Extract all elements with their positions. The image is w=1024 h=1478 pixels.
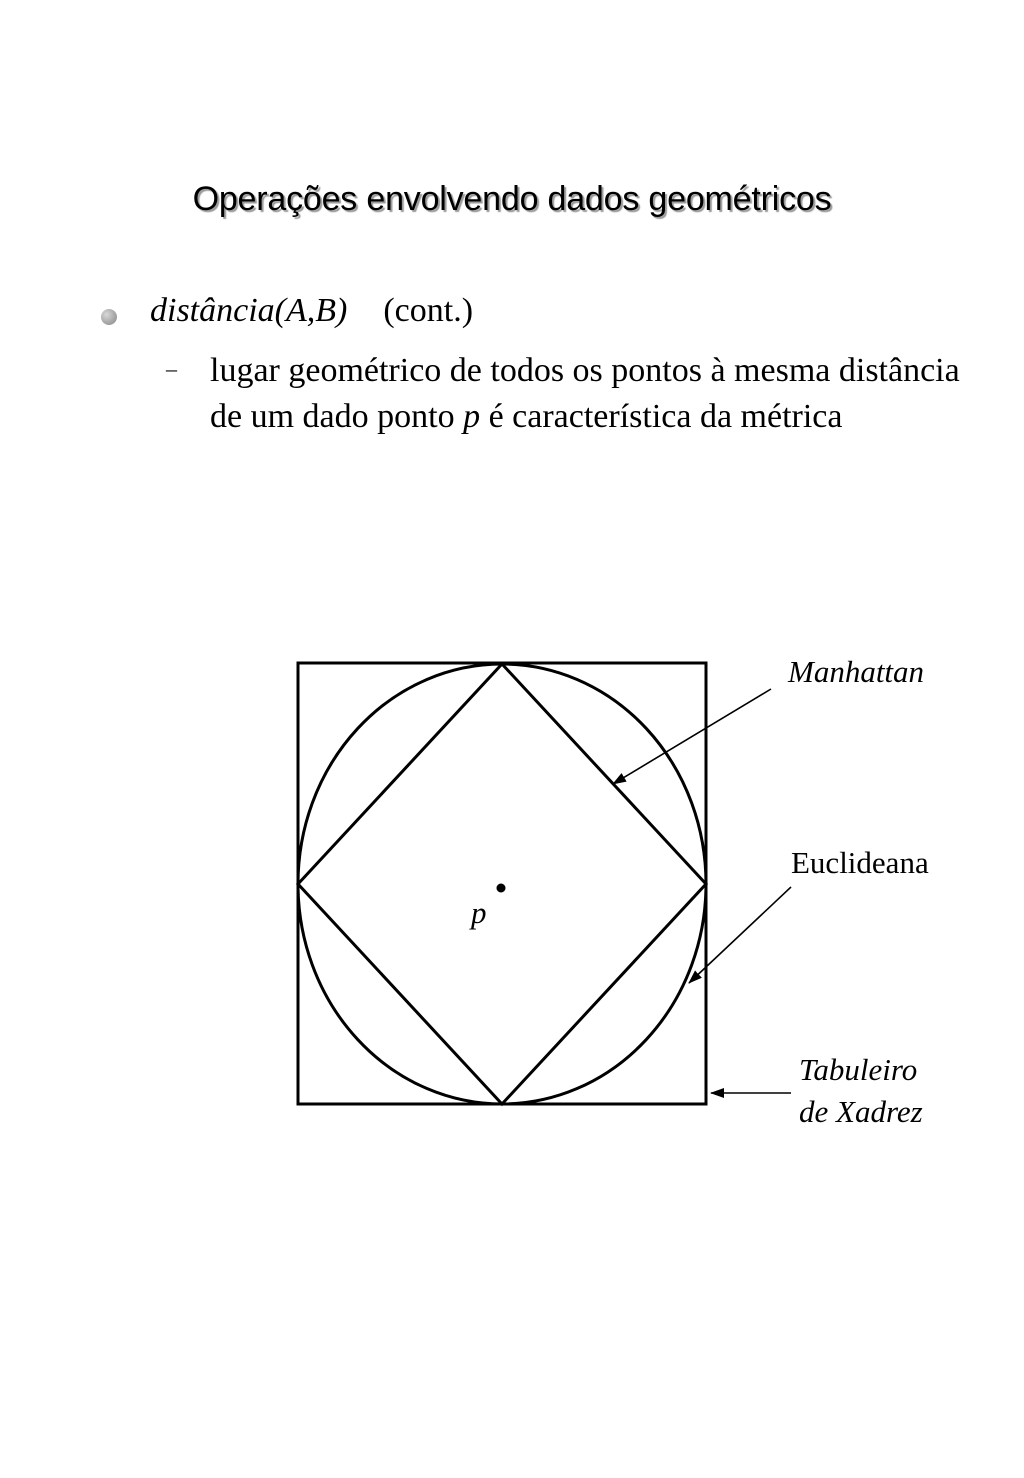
chessboard-label-line2: de Xadrez — [799, 1094, 923, 1129]
center-point-label: p — [471, 895, 487, 930]
euclidean-label: Euclideana — [791, 845, 929, 880]
manhattan-label: Manhattan — [788, 654, 925, 689]
cont-label: (cont.) — [383, 292, 474, 329]
center-point — [497, 884, 506, 893]
chessboard-square — [298, 663, 706, 1104]
sub-bullet-dash: – — [166, 356, 177, 381]
chessboard-label-line1: Tabuleiro — [799, 1052, 918, 1087]
function-label: distância(A,B) — [150, 292, 348, 329]
sub-text-after: é característica da métrica — [480, 398, 843, 435]
sub-text-variable: p — [463, 398, 481, 435]
sub-text-before: lugar geométrico de todos os pontos à mesma distância de um dado ponto — [210, 352, 960, 435]
slide-title: Operações envolvendo dados geométricos — [192, 180, 832, 218]
manhattan-arrow — [613, 689, 771, 784]
